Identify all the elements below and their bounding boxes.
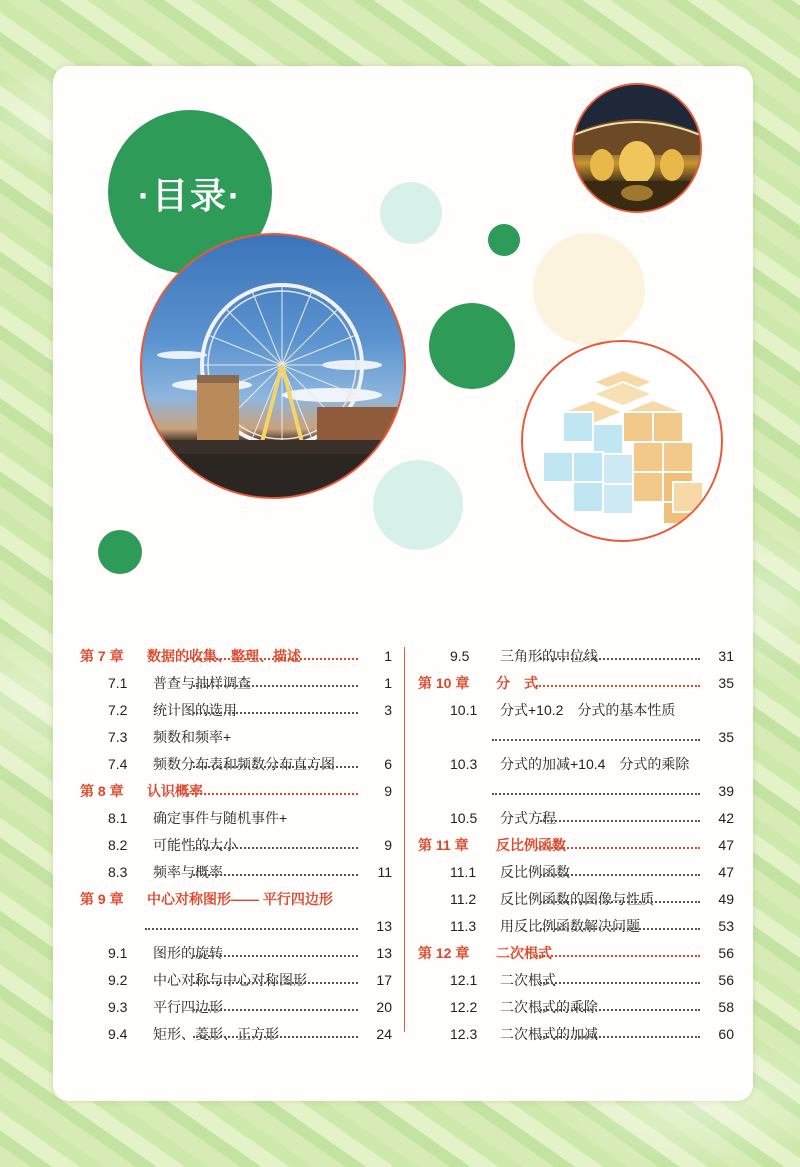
toc-number: 7.4 — [108, 756, 128, 772]
toc-number: 第 7 章 — [80, 648, 124, 664]
toc-number: 9.5 — [450, 648, 470, 664]
toc-entry-row[interactable] — [418, 754, 734, 774]
toc-title: 频数分布表和频数分布直方图 — [153, 756, 335, 772]
toc-entry-row[interactable] — [418, 646, 734, 666]
toc-page-number: 9 — [384, 837, 392, 853]
toc-number: 9.2 — [108, 972, 128, 988]
toc-number: 9.3 — [108, 999, 128, 1015]
toc-entry-row[interactable] — [80, 997, 392, 1017]
toc-entry-row[interactable] — [418, 1024, 734, 1044]
toc-entry-row[interactable] — [80, 727, 392, 747]
toc-entry-row[interactable] — [418, 997, 734, 1017]
toc-page-number: 58 — [718, 999, 734, 1015]
deco-circle-mid-green — [429, 303, 515, 389]
toc-entry-row[interactable] — [80, 700, 392, 720]
toc-number: 11.3 — [450, 918, 477, 934]
toc-page-number: 49 — [718, 891, 734, 907]
toc-leader-dots — [193, 1036, 358, 1038]
toc-page-number: 6 — [384, 756, 392, 772]
toc-leader-dots — [536, 955, 700, 957]
toc-title: 中心对称图形—— 平行四边形 — [147, 891, 333, 907]
deco-circle-small-green — [488, 224, 520, 256]
cube-puzzle-image — [521, 340, 723, 542]
ferris-wheel-photo — [140, 233, 406, 499]
toc-page-number: 56 — [718, 945, 734, 961]
toc-leader-dots — [193, 874, 358, 876]
toc-number: 12.2 — [450, 999, 478, 1015]
toc-title: 普查与抽样调查 — [153, 675, 251, 691]
toc-number: 8.1 — [108, 810, 128, 826]
toc-title: 三角形的中位线 — [500, 648, 598, 664]
column-divider — [404, 647, 405, 1032]
toc-chapter-row[interactable] — [418, 943, 734, 963]
toc-number: 9.1 — [108, 945, 128, 961]
toc-title: 中心对称与中心对称图形 — [153, 972, 307, 988]
toc-title: 分式方程 — [500, 810, 556, 826]
toc-page-number: 47 — [718, 837, 734, 853]
toc-leader-dots — [187, 658, 358, 660]
toc-page-number: 53 — [718, 918, 734, 934]
toc-chapter-row[interactable] — [80, 646, 392, 666]
toc-leader-dots — [193, 685, 358, 687]
toc-entry-row[interactable] — [418, 862, 734, 882]
toc-page-number: 60 — [718, 1026, 734, 1042]
toc-number: 12.3 — [450, 1026, 478, 1042]
toc-title: 二次根式 — [500, 972, 556, 988]
toc-entry-row[interactable] — [80, 916, 392, 936]
toc-page-number: 56 — [718, 972, 734, 988]
toc-page-number: 47 — [718, 864, 734, 880]
toc-title: 二次根式 — [496, 945, 552, 961]
toc-chapter-row[interactable] — [418, 673, 734, 693]
toc-entry-row[interactable] — [80, 754, 392, 774]
toc-page-number: 13 — [376, 945, 392, 961]
toc-page-number: 42 — [718, 810, 734, 826]
toc-number: 7.3 — [108, 729, 128, 745]
toc-number: 9.4 — [108, 1026, 128, 1042]
toc-number: 11.1 — [450, 864, 477, 880]
toc-entry-row[interactable] — [418, 700, 734, 720]
deco-circle-light — [380, 182, 442, 244]
toc-leader-dots — [187, 793, 358, 795]
deco-circle-cream — [533, 233, 645, 345]
toc-number: 8.2 — [108, 837, 128, 853]
toc-leader-dots — [492, 739, 700, 741]
toc-leader-dots — [540, 928, 700, 930]
toc-title: 图形的旋转 — [153, 945, 223, 961]
toc-title: 分式+10.2 分式的基本性质 — [500, 702, 676, 718]
toc-entry-row[interactable] — [418, 970, 734, 990]
toc-title: 用反比例函数解决问题 — [500, 918, 640, 934]
toc-title: 认识概率 — [147, 783, 203, 799]
toc-page-number: 24 — [376, 1026, 392, 1042]
toc-entry-row[interactable] — [418, 889, 734, 909]
toc-number: 7.2 — [108, 702, 128, 718]
toc-chapter-row[interactable] — [80, 889, 392, 909]
toc-page-number: 13 — [376, 918, 392, 934]
deco-circle-light-2 — [373, 460, 463, 550]
toc-title: 平行四边形 — [153, 999, 223, 1015]
toc-leader-dots — [540, 1009, 700, 1011]
toc-entry-row[interactable] — [80, 943, 392, 963]
toc-title: 分 式 — [496, 675, 538, 691]
toc-title: 矩形、菱形、正方形 — [153, 1026, 279, 1042]
toc-leader-dots — [540, 874, 700, 876]
toc-number: 10.3 — [450, 756, 478, 772]
toc-page-number: 9 — [384, 783, 392, 799]
toc-entry-row[interactable] — [418, 808, 734, 828]
toc-page-number: 35 — [718, 729, 734, 745]
toc-title: 统计图的选用 — [153, 702, 237, 718]
toc-page-number: 17 — [376, 972, 392, 988]
toc-leader-dots — [193, 712, 358, 714]
toc-leader-dots — [193, 982, 358, 984]
toc-page-number: 1 — [384, 675, 392, 691]
toc-entry-row[interactable] — [80, 808, 392, 828]
toc-entry-row[interactable] — [80, 835, 392, 855]
toc-entry-row[interactable] — [80, 862, 392, 882]
toc-title: 二次根式的加减 — [500, 1026, 598, 1042]
toc-leader-dots — [540, 1036, 700, 1038]
toc-leader-dots — [536, 685, 700, 687]
toc-entry-row[interactable] — [418, 916, 734, 936]
toc-entry-row[interactable] — [80, 970, 392, 990]
toc-title: 频率与概率 — [153, 864, 223, 880]
toc-title: 二次根式的乘除 — [500, 999, 598, 1015]
toc-chapter-row[interactable] — [418, 835, 734, 855]
toc-number: 11.2 — [450, 891, 477, 907]
toc-leader-dots — [540, 982, 700, 984]
toc-entry-row[interactable] — [80, 1024, 392, 1044]
toc-page-number: 35 — [718, 675, 734, 691]
toc-page-number: 1 — [384, 648, 392, 664]
toc-number: 7.1 — [108, 675, 128, 691]
toc-chapter-row[interactable] — [80, 781, 392, 801]
toc-number: 12.1 — [450, 972, 478, 988]
toc-number: 8.3 — [108, 864, 128, 880]
toc-page-number: 11 — [377, 864, 392, 880]
bridge-photo — [572, 83, 702, 213]
toc-leader-dots — [193, 847, 358, 849]
toc-title: 频数和频率+ — [153, 729, 232, 745]
toc-entry-row[interactable] — [80, 673, 392, 693]
toc-number: 第 8 章 — [80, 783, 124, 799]
deco-circle-bottom-green — [98, 530, 142, 574]
toc-leader-dots — [492, 793, 700, 795]
toc-page-number: 3 — [384, 702, 392, 718]
toc-title: 确定事件与随机事件+ — [153, 810, 288, 826]
toc-title: 反比例函数 — [500, 864, 570, 880]
toc-leader-dots — [193, 1009, 358, 1011]
toc-number: 10.5 — [450, 810, 478, 826]
toc-leader-dots — [145, 928, 358, 930]
toc-number: 第 12 章 — [418, 945, 470, 961]
toc-title: 可能性的大小 — [153, 837, 237, 853]
toc-number: 第 10 章 — [418, 675, 470, 691]
toc-entry-row[interactable] — [418, 727, 734, 747]
toc-title: 分式的加减+10.4 分式的乘除 — [500, 756, 690, 772]
toc-leader-dots — [540, 820, 700, 822]
toc-title: 数据的收集、整理、描述 — [147, 648, 301, 664]
toc-number: 第 11 章 — [418, 837, 469, 853]
toc-leader-dots — [540, 901, 700, 903]
toc-title: 反比例函数的图像与性质 — [500, 891, 654, 907]
toc-entry-row[interactable] — [418, 781, 734, 801]
toc-number: 第 9 章 — [80, 891, 124, 907]
toc-number: 10.1 — [450, 702, 478, 718]
toc-page-number: 39 — [718, 783, 734, 799]
toc-leader-dots — [193, 955, 358, 957]
toc-page-number: 31 — [718, 648, 734, 664]
toc-leader-dots — [540, 658, 700, 660]
toc-leader-dots — [536, 847, 700, 849]
toc-page-number: 20 — [376, 999, 392, 1015]
toc-leader-dots — [193, 766, 358, 768]
toc-title: 反比例函数 — [496, 837, 566, 853]
page-title: ·目录· — [138, 175, 242, 216]
